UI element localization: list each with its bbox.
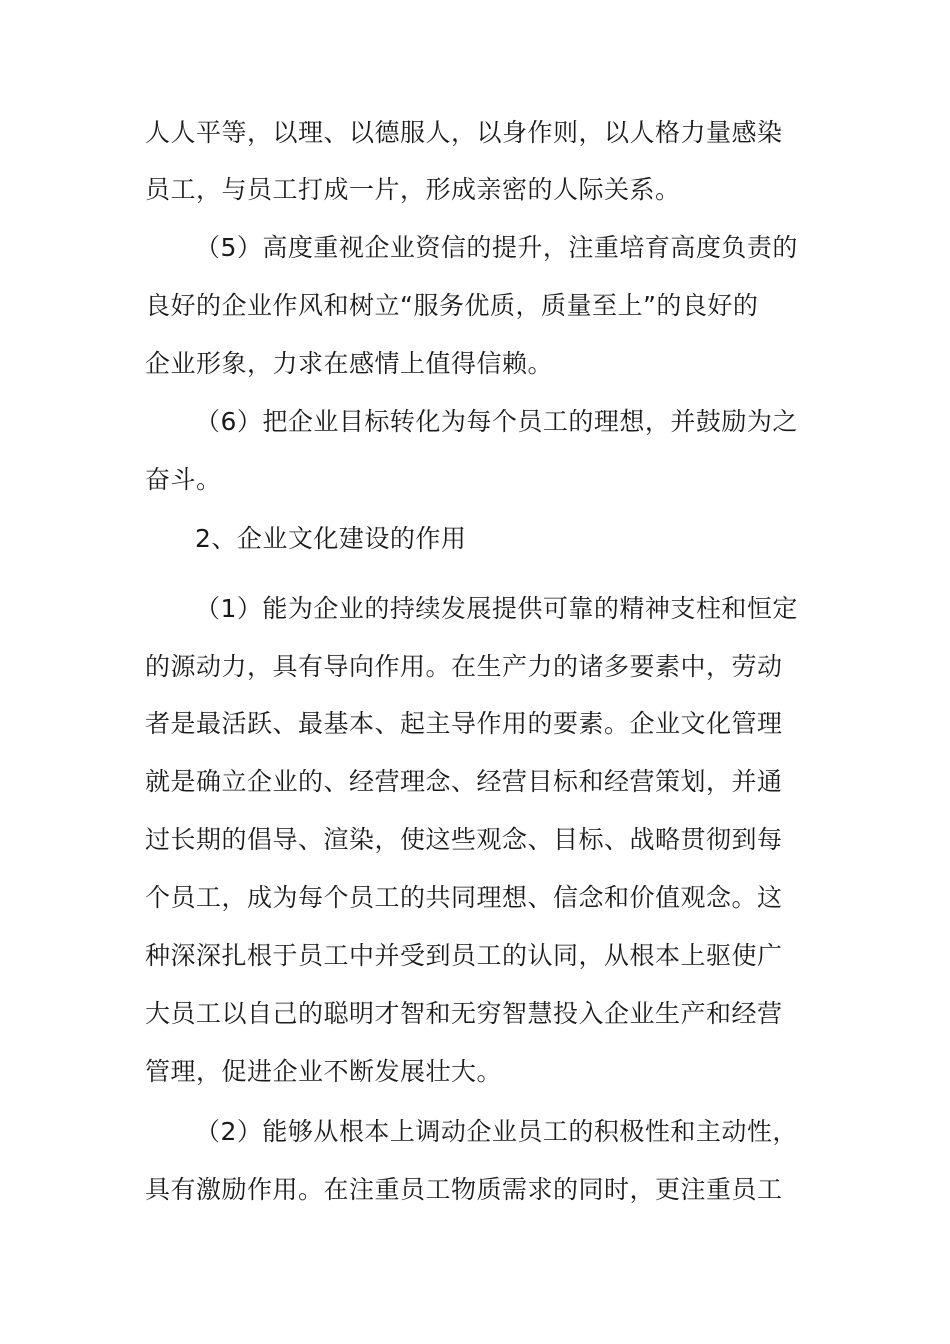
text-line: 管理，促进企业不断发展壮大。	[145, 1057, 503, 1086]
paragraph-start-line: （2）能够从根本上调动企业员工的积极性和主动性，	[195, 1117, 798, 1146]
text-line: 者是最活跃、最基本、起主导作用的要素。企业文化管理	[145, 709, 783, 738]
paragraph-start-line: （6）把企业目标转化为每个员工的理想，并鼓励为之	[195, 407, 798, 436]
text-line: 人人平等，以理、以德服人，以身作则，以人格力量感染	[145, 118, 783, 147]
text-line: 企业形象，力求在感情上值得信赖。	[145, 349, 554, 378]
text-line: 员工，与员工打成一片，形成亲密的人际关系。	[145, 175, 681, 204]
section-heading: 2、企业文化建设的作用	[195, 524, 467, 553]
paragraph-start-line: （1）能为企业的持续发展提供可靠的精神支柱和恒定	[195, 594, 798, 623]
text-line: 种深深扎根于员工中并受到员工的认同，从根本上驱使广	[145, 941, 783, 970]
text-line: 大员工以自己的聪明才智和无穷智慧投入企业生产和经营	[145, 999, 783, 1028]
text-line: 具有激励作用。在注重员工物质需求的同时，更注重员工	[145, 1175, 783, 1204]
text-line: 个员工，成为每个员工的共同理想、信念和价值观念。这	[145, 883, 783, 912]
paragraph-start-line: （5）高度重视企业资信的提升，注重培育高度负责的	[195, 233, 798, 262]
text-line: 就是确立企业的、经营理念、经营目标和经营策划，并通	[145, 767, 783, 796]
text-line: 的源动力，具有导向作用。在生产力的诸多要素中，劳动	[145, 652, 783, 681]
text-line: 奋斗。	[145, 465, 222, 494]
text-line: 过长期的倡导、渲染，使这些观念、目标、战略贯彻到每	[145, 825, 783, 854]
text-line: 良好的企业作风和树立“服务优质，质量至上”的良好的	[145, 291, 759, 320]
